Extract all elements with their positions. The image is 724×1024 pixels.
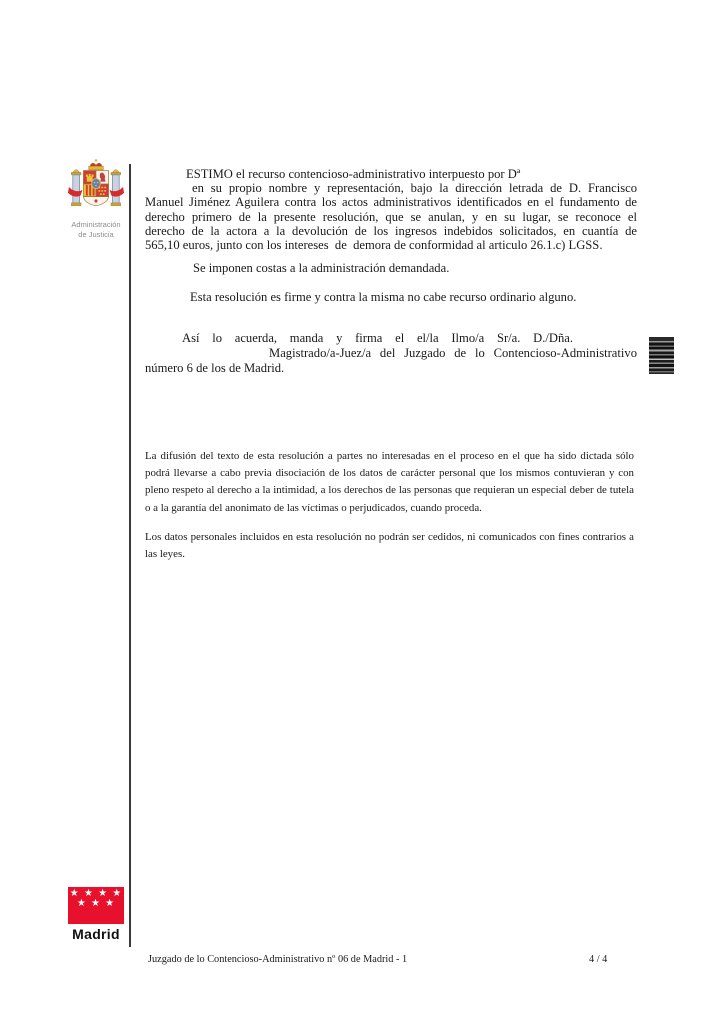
text-line: pleno respeto al derecho a la intimidad, a los derechos de las personas que requieran un especial deber de tutela bbox=[145, 484, 634, 497]
footer-court-label: Juzgado de lo Contencioso-Administrativo nº 06 de Madrid - 1 bbox=[148, 954, 408, 965]
justice-admin-caption-line2: de Justicia bbox=[78, 229, 114, 239]
text-line: o a la garantía del anonimato de las víctimas o perjudicados, cuando proceda. bbox=[145, 501, 482, 514]
privacy-notice-personal-data bbox=[145, 529, 634, 563]
text-line: derecho primero de la presente resolución, que se anulan, y en su lugar, se reconoce el bbox=[145, 209, 637, 224]
ruling-paragraph-firma bbox=[145, 331, 637, 377]
madrid-logo bbox=[66, 887, 126, 942]
text-line: Manuel Jiménez Aguilera contra los actos administrativos identificados en el fundamento de bbox=[145, 195, 637, 210]
ruling-paragraph-costas bbox=[145, 261, 637, 275]
text-line: podrá llevarse a cabo previa disociación de los datos de carácter personal que los mismos contuvieran y con bbox=[145, 467, 634, 480]
text-line: Así lo acuerda, manda y firma el el/la Ilmo/a Sr/a. D./Dña. bbox=[182, 331, 573, 345]
text-line: en su propio nombre y representación, bajo la dirección letrada de D. Francisco bbox=[192, 181, 637, 196]
text-line: derecho de la actora a la devolución de los ingresos indebidos solicitados, en cuantía de bbox=[145, 223, 637, 238]
margin-divider bbox=[129, 164, 131, 947]
justice-admin-header bbox=[64, 157, 128, 240]
madrid-stars-row1: ★ ★ ★ ★ bbox=[69, 888, 123, 899]
footer-page-number: 4 / 4 bbox=[589, 954, 608, 965]
justice-admin-caption-line1: Administración bbox=[71, 220, 121, 229]
text-line: Magistrado/a-Juez/a del Juzgado de lo Contencioso-Administrativo bbox=[269, 346, 637, 361]
ruling-paragraph-firmeza bbox=[145, 290, 637, 304]
privacy-notice-diffusion bbox=[145, 448, 634, 517]
text-line: Se imponen costas a la administración demandada. bbox=[193, 261, 450, 275]
madrid-logo-label: Madrid bbox=[72, 926, 120, 942]
madrid-flag-icon bbox=[68, 887, 124, 924]
barcode-icon bbox=[649, 337, 674, 374]
text-line: Esta resolución es firme y contra la misma no cabe recurso ordinario alguno. bbox=[190, 290, 577, 304]
text-line: 565,10 euros, junto con los intereses de demora de conformidad al articulo 26.1.c) LGSS. bbox=[145, 238, 603, 253]
text-line: las leyes. bbox=[145, 548, 185, 561]
text-line: ESTIMO el recurso contencioso-administrativo interpuesto por Dª bbox=[186, 167, 521, 181]
spain-coat-of-arms-icon bbox=[67, 157, 125, 215]
text-line: La difusión del texto de esta resolución a partes no interesadas en el proceso en el que ha sido dictada sólo bbox=[145, 450, 634, 462]
madrid-stars-row2: ★ ★ ★ bbox=[76, 898, 116, 909]
text-line: número 6 de los de Madrid. bbox=[145, 361, 285, 376]
text-line: Los datos personales incluidos en esta resolución no podrán ser cedidos, ni comunicados con fines contrarios a bbox=[145, 531, 634, 543]
ruling-paragraph-estimo bbox=[145, 167, 637, 252]
